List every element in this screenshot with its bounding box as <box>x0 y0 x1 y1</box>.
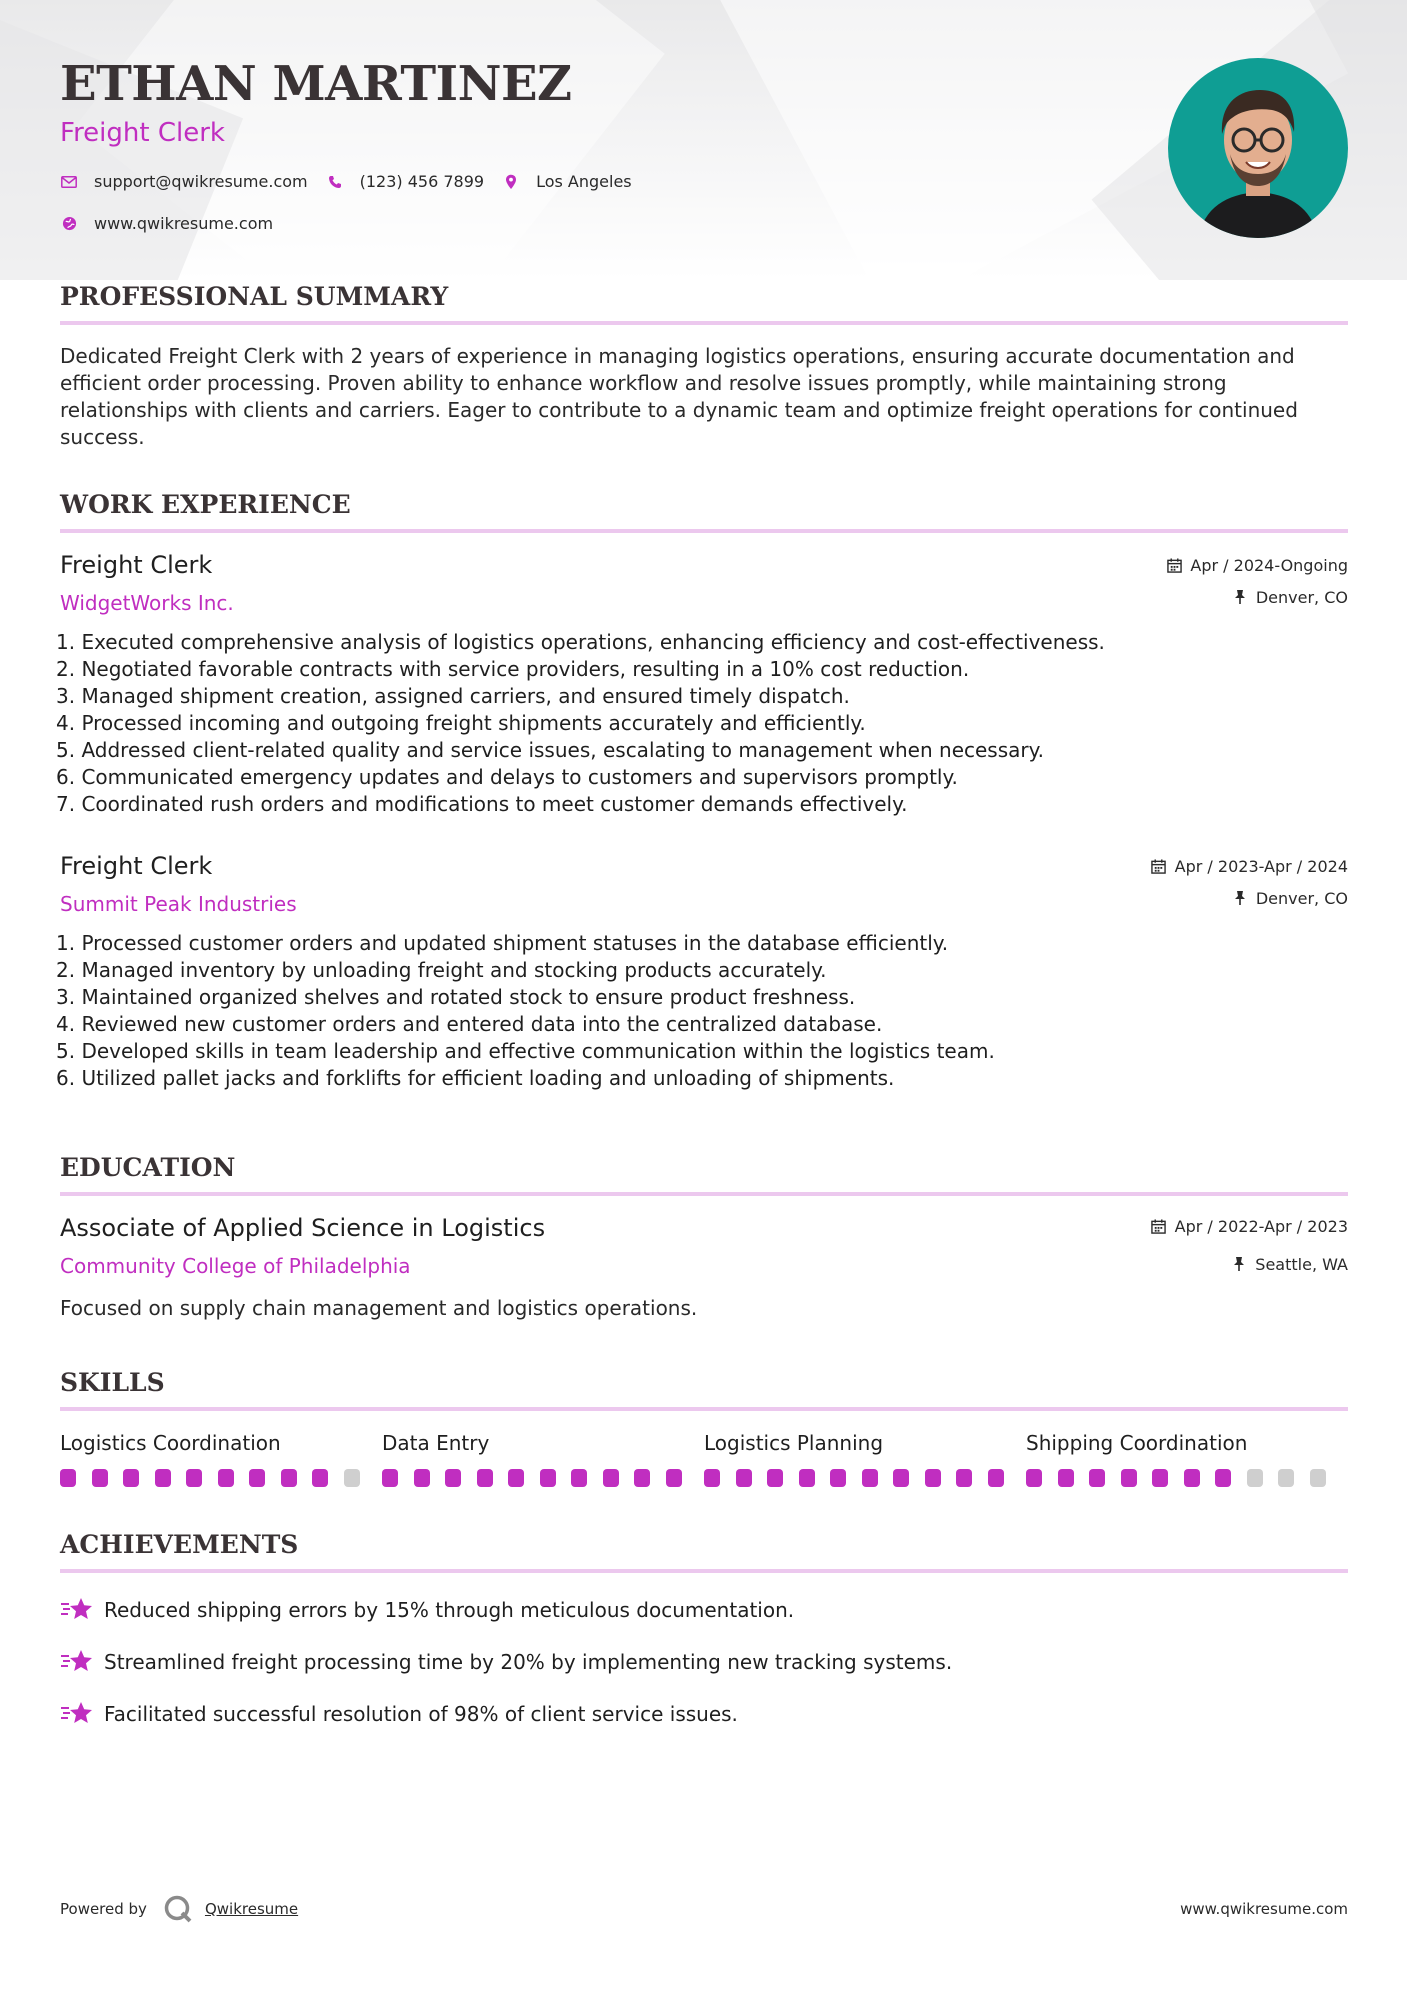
avatar <box>1168 58 1348 238</box>
list-item: 3. Maintained organized shelves and rotated stock to ensure product freshness. <box>56 985 856 1009</box>
skill-rating <box>1026 1469 1326 1487</box>
skill-rating <box>704 1469 1004 1487</box>
rating-dot-filled <box>186 1469 202 1487</box>
rating-dot-filled <box>704 1469 720 1487</box>
achievement-text: Facilitated successful resolution of 98% of client service issues. <box>104 1702 738 1726</box>
rating-dot-filled <box>540 1469 556 1487</box>
achievement-item <box>60 1595 1348 1625</box>
list-item: 1. Executed comprehensive analysis of logistics operations, enhancing efficiency and cost-effectiveness. <box>56 630 1105 654</box>
rating-dot-filled <box>414 1469 430 1487</box>
rating-dot-filled <box>666 1469 682 1487</box>
list-item: 4. Reviewed new customer orders and entered data into the centralized database. <box>56 1012 883 1036</box>
contact-row-2 <box>60 214 291 233</box>
rating-dot-filled <box>155 1469 171 1487</box>
rating-dot-filled <box>92 1469 108 1487</box>
rating-dot-filled <box>925 1469 941 1487</box>
rating-dot-filled <box>571 1469 587 1487</box>
job-bullets <box>56 930 1348 1092</box>
list-item: 1. Processed customer orders and updated shipment statuses in the database efficiently. <box>56 931 949 955</box>
rating-dot-filled <box>477 1469 493 1487</box>
job-company: Summit Peak Industries <box>60 892 297 916</box>
rating-dot-empty <box>344 1469 360 1487</box>
rating-dot-filled <box>1152 1469 1168 1487</box>
pushpin-icon <box>1231 1256 1247 1272</box>
qwikresume-logo-icon <box>163 1894 193 1924</box>
location-text: Los Angeles <box>536 172 632 191</box>
rating-dot-filled <box>1026 1469 1042 1487</box>
skill-item <box>382 1431 704 1487</box>
rating-dot-empty <box>1247 1469 1263 1487</box>
rating-dot-filled <box>60 1469 76 1487</box>
rating-dot-filled <box>1121 1469 1137 1487</box>
skill-rating <box>60 1469 360 1487</box>
education-section <box>60 1153 1348 1320</box>
skill-item <box>60 1431 382 1487</box>
star-icon <box>60 1595 94 1625</box>
achievement-text: Reduced shipping errors by 15% through meticulous documentation. <box>104 1598 795 1622</box>
footer-left <box>60 1894 298 1924</box>
list-item: 7. Coordinated rush orders and modifications to meet customer demands effectively. <box>56 792 908 816</box>
footer <box>60 1894 1348 1924</box>
candidate-title: Freight Clerk <box>60 118 225 148</box>
contact-row <box>60 172 650 191</box>
pushpin-icon <box>1232 890 1248 906</box>
footer-url[interactable]: www.qwikresume.com <box>1180 1900 1348 1918</box>
achievement-item <box>60 1647 1348 1677</box>
contact-website[interactable] <box>60 214 273 233</box>
calendar-icon <box>1151 1218 1167 1234</box>
envelope-icon <box>60 173 78 191</box>
rating-dot-filled <box>736 1469 752 1487</box>
pushpin-icon <box>1232 589 1248 605</box>
phone-text: (123) 456 7899 <box>359 172 485 191</box>
rating-dot-filled <box>123 1469 139 1487</box>
job-date: Apr / 2023-Apr / 2024 <box>1151 856 1348 876</box>
list-item: 2. Managed inventory by unloading freight and stocking products accurately. <box>56 958 827 982</box>
rating-dot-filled <box>893 1469 909 1487</box>
job-meta <box>1151 856 1348 908</box>
contact-location <box>502 172 632 191</box>
skill-label: Shipping Coordination <box>1026 1431 1248 1455</box>
rating-dot-filled <box>218 1469 234 1487</box>
email-text: support@qwikresume.com <box>94 172 308 191</box>
rating-dot-filled <box>634 1469 650 1487</box>
rating-dot-filled <box>988 1469 1004 1487</box>
skills-section <box>60 1368 1348 1487</box>
list-item: 2. Negotiated favorable contracts with service providers, resulting in a 10% cost reduction. <box>56 657 970 681</box>
education-heading: EDUCATION <box>60 1153 1348 1196</box>
star-icon <box>60 1647 94 1677</box>
achievement-text: Streamlined freight processing time by 20% by implementing new tracking systems. <box>104 1650 953 1674</box>
rating-dot-filled <box>249 1469 265 1487</box>
job-bullets <box>56 629 1348 818</box>
map-pin-icon <box>502 173 520 191</box>
summary-section <box>60 282 1348 451</box>
rating-dot-filled <box>445 1469 461 1487</box>
job-date: Apr / 2024-Ongoing <box>1166 555 1348 575</box>
calendar-icon <box>1166 557 1182 573</box>
rating-dot-filled <box>508 1469 524 1487</box>
star-icon <box>60 1699 94 1729</box>
rating-dot-filled <box>1089 1469 1105 1487</box>
summary-heading: PROFESSIONAL SUMMARY <box>60 282 1348 325</box>
skill-rating <box>382 1469 682 1487</box>
skill-label: Logistics Coordination <box>60 1431 281 1455</box>
achievements-heading: ACHIEVEMENTS <box>60 1530 1348 1573</box>
rating-dot-empty <box>1310 1469 1326 1487</box>
contact-phone[interactable] <box>326 172 484 191</box>
experience-heading: WORK EXPERIENCE <box>60 490 1348 533</box>
skill-item <box>704 1431 1026 1487</box>
rating-dot-filled <box>1058 1469 1074 1487</box>
rating-dot-filled <box>281 1469 297 1487</box>
achievement-item <box>60 1699 1348 1729</box>
skills-grid <box>60 1431 1348 1487</box>
rating-dot-empty <box>1278 1469 1294 1487</box>
list-item: 4. Processed incoming and outgoing freight shipments accurately and efficiently. <box>56 711 866 735</box>
globe-icon <box>60 215 78 233</box>
achievements-list <box>60 1595 1348 1729</box>
rating-dot-filled <box>767 1469 783 1487</box>
achievements-section <box>60 1530 1348 1729</box>
skill-label: Logistics Planning <box>704 1431 884 1455</box>
job-meta <box>1166 555 1348 607</box>
education-entry <box>60 1214 1348 1320</box>
job-location: Denver, CO <box>1166 587 1348 607</box>
rating-dot-filled <box>603 1469 619 1487</box>
school: Community College of Philadelphia <box>60 1254 411 1278</box>
job-role: Freight Clerk <box>60 852 213 880</box>
skill-item <box>1026 1431 1348 1487</box>
job-role: Freight Clerk <box>60 551 213 579</box>
list-item: 3. Managed shipment creation, assigned carriers, and ensured timely dispatch. <box>56 684 850 708</box>
calendar-icon <box>1151 858 1167 874</box>
website-text: www.qwikresume.com <box>94 214 274 233</box>
rating-dot-filled <box>799 1469 815 1487</box>
rating-dot-filled <box>1215 1469 1231 1487</box>
skills-heading: SKILLS <box>60 1368 1348 1411</box>
skill-label: Data Entry <box>382 1431 490 1455</box>
qwikresume-link[interactable]: Qwikresume <box>204 1900 299 1918</box>
list-item: 5. Developed skills in team leadership and effective communication within the logistics team. <box>56 1039 995 1063</box>
education-description: Focused on supply chain management and logistics operations. <box>60 1296 698 1320</box>
job-company: WidgetWorks Inc. <box>60 591 234 615</box>
powered-by-label: Powered by <box>60 1900 147 1918</box>
rating-dot-filled <box>312 1469 328 1487</box>
contact-email[interactable] <box>60 172 308 191</box>
rating-dot-filled <box>1184 1469 1200 1487</box>
job-location: Denver, CO <box>1151 888 1348 908</box>
education-date: Apr / 2022-Apr / 2023 <box>1151 1216 1348 1236</box>
rating-dot-filled <box>956 1469 972 1487</box>
degree: Associate of Applied Science in Logistics <box>60 1214 546 1242</box>
job-entry <box>56 852 1348 1092</box>
experience-section <box>56 490 1348 1092</box>
job-entry <box>56 551 1348 818</box>
rating-dot-filled <box>862 1469 878 1487</box>
list-item: 5. Addressed client-related quality and service issues, escalating to management when necessary. <box>56 738 1044 762</box>
education-meta <box>1151 1216 1348 1274</box>
education-location: Seattle, WA <box>1151 1254 1348 1274</box>
phone-icon <box>326 173 344 191</box>
list-item: 6. Communicated emergency updates and delays to customers and supervisors promptly. <box>56 765 958 789</box>
rating-dot-filled <box>830 1469 846 1487</box>
candidate-name: ETHAN MARTINEZ <box>60 56 572 112</box>
summary-text: Dedicated Freight Clerk with 2 years of experience in managing logistics operations, ensuring accurate documentation and efficient order processing. Proven ability to enhance workflow and resolve issues promptly, while maintaining strong relationships with clients and carriers. Eager to contribute to a dynamic team and optimize freight operations for continued success. <box>60 344 1298 449</box>
rating-dot-filled <box>382 1469 398 1487</box>
list-item: 6. Utilized pallet jacks and forklifts for efficient loading and unloading of shipments. <box>56 1066 895 1090</box>
